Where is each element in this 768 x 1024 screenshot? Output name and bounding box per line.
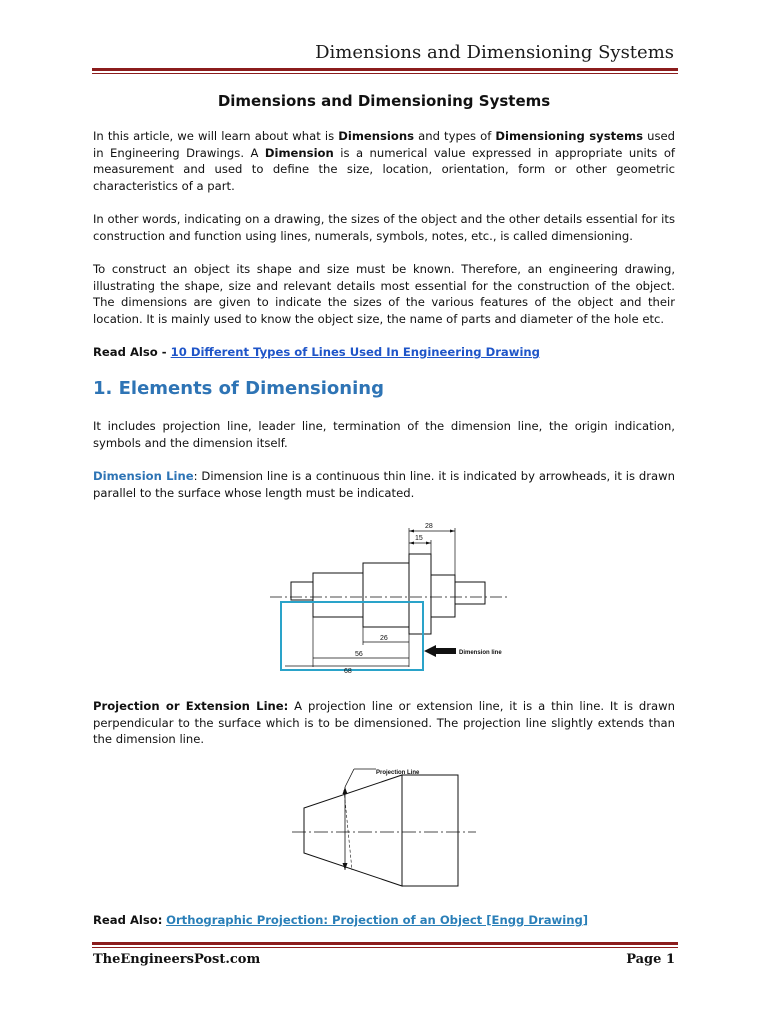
dimension-line-term: Dimension Line: [93, 469, 194, 483]
read-also-link-orthographic[interactable]: Orthographic Projection: Projection of an Object [Engg Drawing]: [166, 913, 589, 927]
footer-site-name: TheEngineersPost.com: [93, 952, 261, 967]
section-intro-paragraph: It includes projection line, leader line, termination of the dimension line, the origin indication, symbols and the dimension itself.: [93, 419, 675, 450]
section-heading-elements: 1. Elements of Dimensioning: [93, 378, 384, 399]
dim-label-26: 26: [380, 635, 388, 642]
read-also-label: Read Also -: [93, 345, 171, 359]
dim-label-15: 15: [415, 535, 423, 542]
dim-label-68: 68: [344, 668, 352, 675]
document-title: Dimensions and Dimensioning Systems: [217, 92, 551, 110]
figure-dimension-line: [260, 520, 520, 680]
dim-label-28: 28: [425, 523, 433, 530]
intro-paragraph-1: In this article, we will learn about what is Dimensions and types of Dimensioning systems used in Engineering Drawings. A Dimension is a numerical value expressed in appropriate units of measurement and used to define the size, location, orientation, form or other geometric characteristics of a part.: [93, 129, 675, 193]
read-also-line-2: [93, 912, 675, 929]
dimension-line-callout-arrow: [424, 645, 456, 657]
read-also-link-lines[interactable]: 10 Different Types of Lines Used In Engineering Drawing: [170, 345, 540, 359]
read-also-line-1: [93, 344, 675, 361]
intro-paragraph-3: To construct an object its shape and size must be known. Therefore, an engineering drawing, illustrating the shape, size and relevant details most essential for the construction of the object. The dimensions are given to indicate the sizes of the various features of the object and their location. It is mainly used to know the object size, the name of parts and diameter of the hole etc.: [93, 262, 675, 326]
header-rule-thin: [92, 73, 678, 74]
projection-line-paragraph: Projection or Extension Line: A projection line or extension line, it is a thin line. It is drawn perpendicular to the surface which is to be dimensioned. The projection line slightly extends than the dimension line.: [93, 699, 675, 746]
dim-label-56: 56: [355, 651, 363, 658]
figure-projection-line: [290, 760, 490, 895]
footer-rule-thin: [92, 947, 678, 948]
running-header-title: Dimensions and Dimensioning Systems: [315, 42, 674, 63]
read-also-label-2: Read Also:: [93, 913, 163, 927]
footer-page-number: Page 1: [626, 952, 675, 967]
footer-rule: [92, 942, 678, 945]
dimension-line-callout: Dimension line: [459, 650, 502, 656]
intro-paragraph-2: In other words, indicating on a drawing, the sizes of the object and the other details essential for its construction and function using lines, numerals, symbols, notes, etc., is called dimensioning.: [93, 212, 675, 243]
header-rule: [92, 68, 678, 71]
dimension-line-paragraph: Dimension Line: Dimension line is a continuous thin line. it is indicated by arrowheads, it is drawn parallel to the surface whose length must be indicated.: [93, 469, 675, 500]
projection-line-callout: Projection Line: [376, 770, 420, 776]
